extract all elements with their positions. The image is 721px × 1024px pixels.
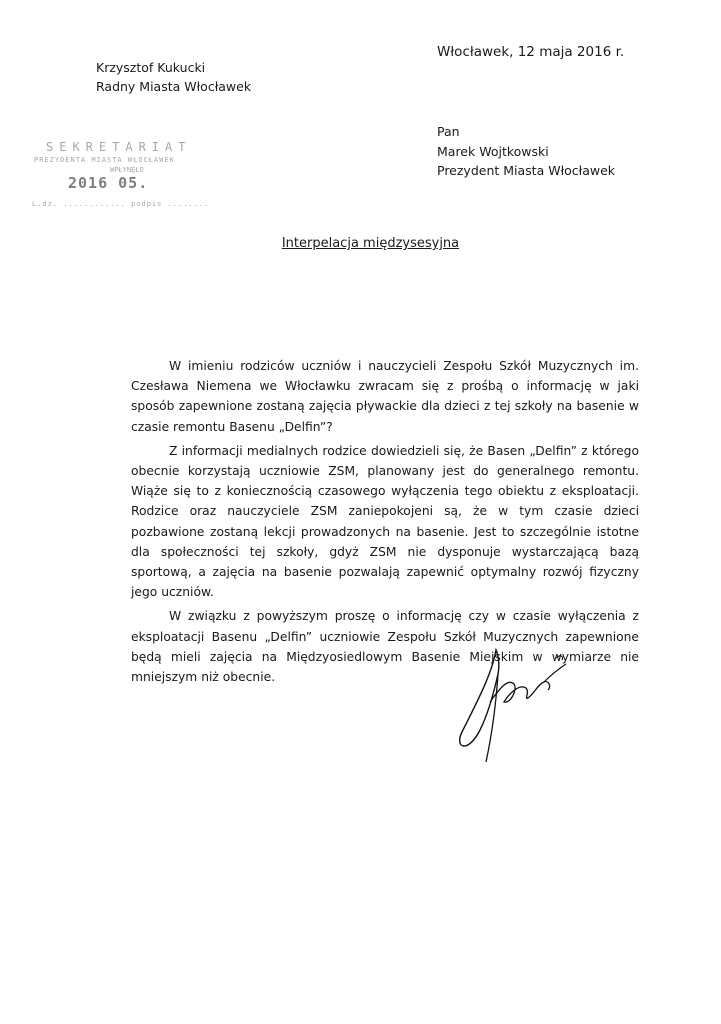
subject-text: Interpelacja międzysesyjna — [281, 236, 460, 251]
stamp-date: 2016 05. — [68, 174, 149, 192]
body-paragraph-3: W związku z powyższym proszę o informację czy w czasie wyłączenia z eksploatacji Basenu „Delfin” uczniowie Zespołu Szkół Muzycznych zapewnione będą mieli zajęcia na Międzyosiedlowym Basenie Miejskim w wymiarze nie mniejszym niż obecnie. — [131, 609, 639, 685]
sender-block — [96, 58, 251, 96]
body-paragraph-1: W imieniu rodziców uczniów i nauczycieli Zespołu Szkół Muzycznych im. Czesława Niemena we Włocławku zwracam się z prośbą o informację w jaki sposób zapewnione zostaną zajęcia pływackie dla dzieci z tej szkoły na basenie w czasie remontu Basenu „Delfin”? — [131, 359, 639, 434]
stamp-line-1: SEKRETARIAT — [46, 140, 192, 154]
recipient-salutation: Pan — [437, 124, 460, 139]
sender-title: Radny Miasta Włocławek — [96, 79, 252, 94]
stamp-line-3: WPŁYNĘŁO — [110, 166, 144, 174]
stamp-line-2: PREZYDENTA MIASTA WŁOCŁAWEK — [34, 156, 175, 164]
recipient-title: Prezydent Miasta Włocławek — [437, 163, 616, 178]
subject-heading — [0, 236, 721, 251]
handwritten-signature — [452, 644, 572, 764]
registry-stamp — [26, 140, 226, 220]
letter-body — [131, 356, 639, 691]
sender-name: Krzysztof Kukucki — [96, 60, 206, 75]
letter-date: Włocławek, 12 maja 2016 r. — [437, 44, 625, 60]
recipient-block — [437, 122, 615, 181]
recipient-name: Marek Wojtkowski — [437, 143, 549, 159]
stamp-line-5: L.dz. ............ podpis ........ — [32, 200, 210, 208]
body-paragraph-2: Z informacji medialnych rodzice dowiedzieli się, że Basen „Delfin” z którego obecnie korzystają uczniowie ZSM, planowany jest do generalnego remontu. Wiąże się to z koniecznością czasowego wyłączenia tego obiektu z eksploatacji. Rodzice oraz nauczyciele ZSM zaniepokojeni są, że w tym czasie dzieci pozbawione zostaną lekcji prowadzonych na basenie. Jest to szczególnie istotne dla społeczności tej szkoły, gdyż ZSM nie dysponuje wystarczającą bazą sportową, a zajęcia na basenie pozwalają zapewnić optymalny rozwój fizyczny jego uczniów. — [131, 443, 639, 600]
